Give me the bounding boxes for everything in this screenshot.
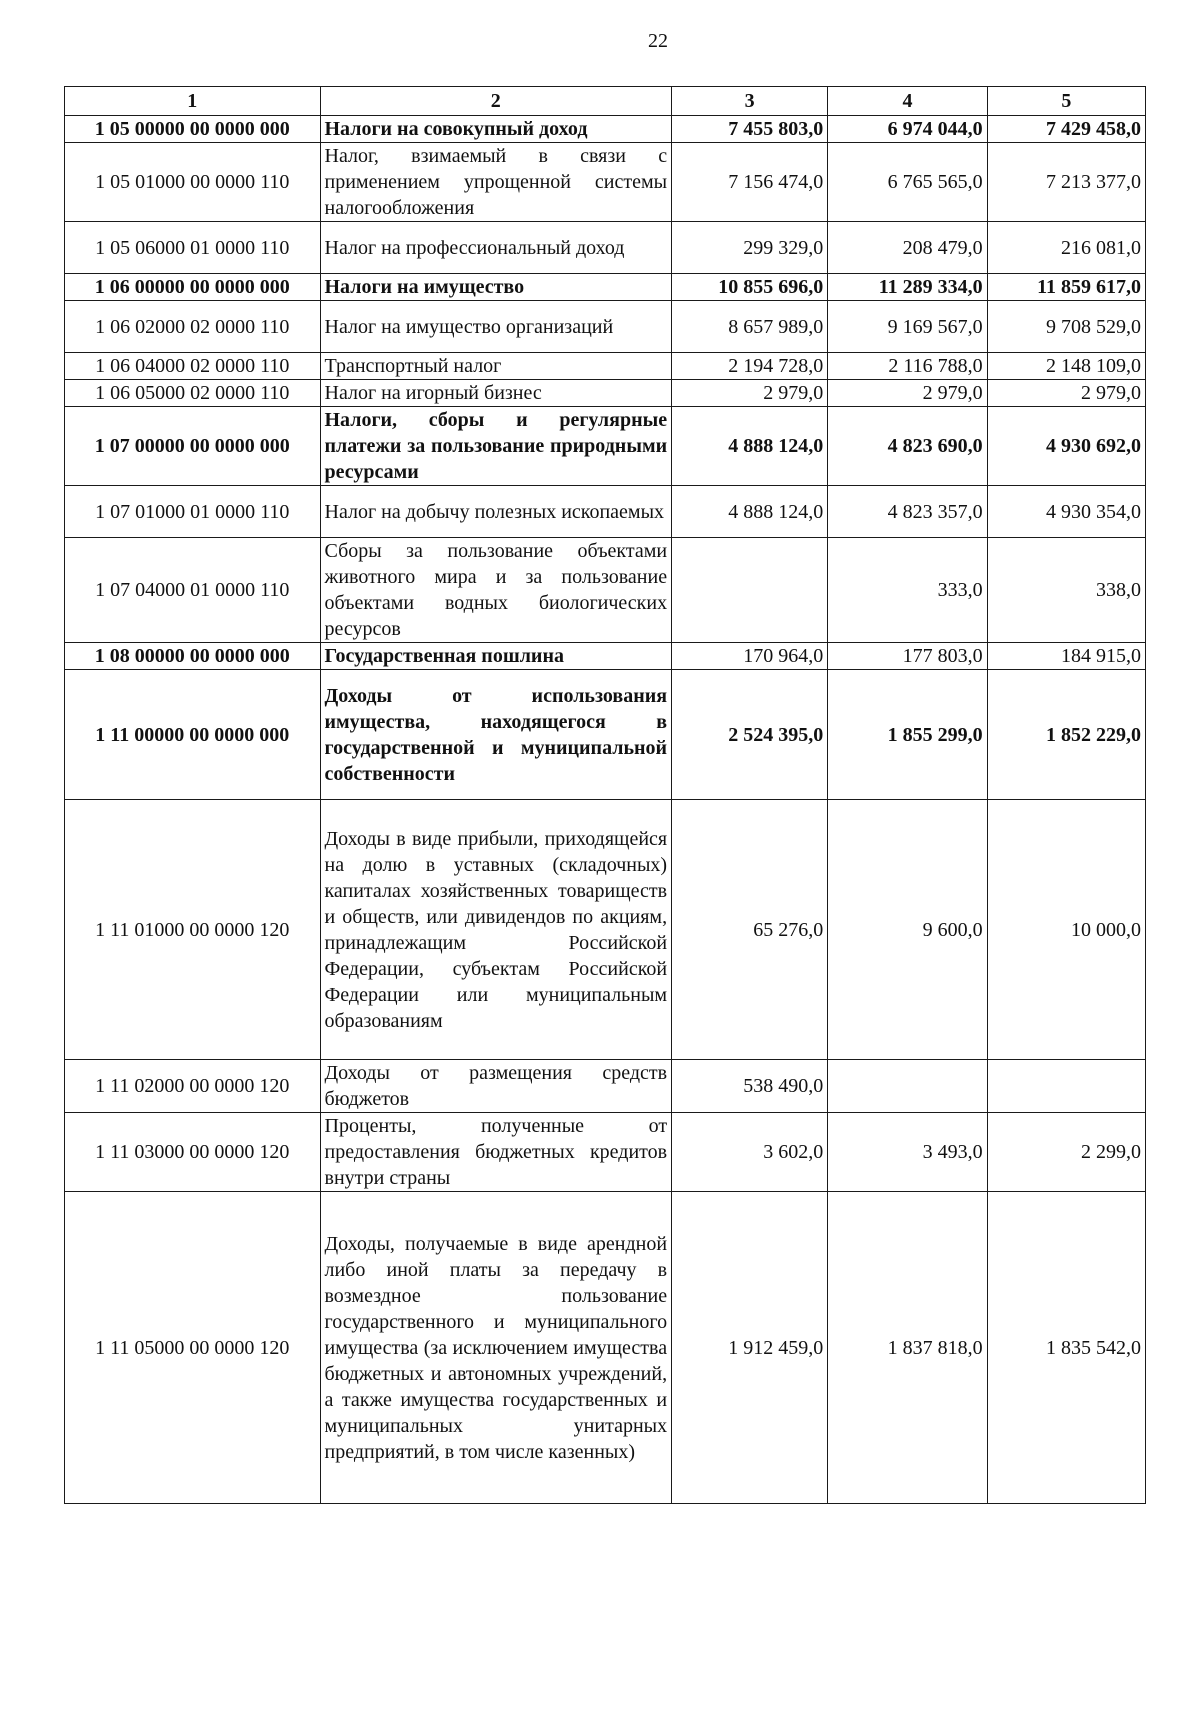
table-row [65,116,1146,143]
row-name-cell: Налоги, сборы и регулярные платежи за пользование природными ресурсами [320,407,672,486]
row-code-cell: 1 05 06000 01 0000 110 [65,222,321,274]
row-value-col4-cell: 6 974 044,0 [828,116,987,143]
row-code-cell: 1 11 02000 00 0000 120 [65,1060,321,1113]
row-value-col4-cell: 1 837 818,0 [828,1192,987,1504]
row-value-col3-cell: 538 490,0 [672,1060,828,1113]
row-value-col3-cell: 4 888 124,0 [672,486,828,538]
column-header: 1 [65,87,321,116]
table-row [65,1192,1146,1504]
row-value-col5-cell: 9 708 529,0 [987,301,1145,353]
row-value-col5-cell: 2 148 109,0 [987,353,1145,380]
row-code-cell: 1 06 02000 02 0000 110 [65,301,321,353]
row-code-cell: 1 11 03000 00 0000 120 [65,1113,321,1192]
row-value-col5-cell: 4 930 354,0 [987,486,1145,538]
row-name-cell: Проценты, полученные от предоставления бюджетных кредитов внутри страны [320,1113,672,1192]
row-value-col4-cell: 208 479,0 [828,222,987,274]
row-code-cell: 1 11 00000 00 0000 000 [65,670,321,800]
row-code-cell: 1 06 05000 02 0000 110 [65,380,321,407]
row-value-col5-cell: 2 979,0 [987,380,1145,407]
column-header: 4 [828,87,987,116]
row-name-cell: Сборы за пользование объектами животного мира и за пользование объектами водных биологических ресурсов [320,538,672,643]
row-name-cell: Налоги на совокупный доход [320,116,672,143]
row-value-col3-cell: 65 276,0 [672,800,828,1060]
row-code-cell: 1 07 04000 01 0000 110 [65,538,321,643]
row-code-cell: 1 05 00000 00 0000 000 [65,116,321,143]
row-value-col3-cell: 3 602,0 [672,1113,828,1192]
table-row [65,1113,1146,1192]
row-value-col5-cell: 7 429 458,0 [987,116,1145,143]
table-row [65,380,1146,407]
row-code-cell: 1 11 05000 00 0000 120 [65,1192,321,1504]
row-code-cell: 1 11 01000 00 0000 120 [65,800,321,1060]
row-value-col4-cell: 2 116 788,0 [828,353,987,380]
row-value-col4-cell: 11 289 334,0 [828,274,987,301]
row-code-cell: 1 07 01000 01 0000 110 [65,486,321,538]
table-row [65,143,1146,222]
row-value-col5-cell: 4 930 692,0 [987,407,1145,486]
row-name-cell: Доходы, получаемые в виде арендной либо иной платы за передачу в возмездное пользование государственного и муниципального имущества (за исключением имущества бюджетных и автономных учреждений, а также имущества государственных и муниципальных унитарных предприятий, в том числе казенных) [320,1192,672,1504]
row-name-cell: Доходы от размещения средств бюджетов [320,1060,672,1113]
row-value-col5-cell: 1 835 542,0 [987,1192,1145,1504]
row-value-col3-cell: 4 888 124,0 [672,407,828,486]
row-value-col3-cell: 2 524 395,0 [672,670,828,800]
row-value-col3-cell: 8 657 989,0 [672,301,828,353]
row-code-cell: 1 07 00000 00 0000 000 [65,407,321,486]
table-row [65,486,1146,538]
row-value-col5-cell: 216 081,0 [987,222,1145,274]
table-row [65,274,1146,301]
table-header-row [65,87,1146,116]
row-value-col3-cell: 1 912 459,0 [672,1192,828,1504]
row-value-col4-cell: 6 765 565,0 [828,143,987,222]
row-name-cell: Доходы от использования имущества, находящегося в государственной и муниципальной собственности [320,670,672,800]
row-value-col4-cell [828,1060,987,1113]
table-row [65,407,1146,486]
table-row [65,222,1146,274]
row-value-col3-cell: 299 329,0 [672,222,828,274]
row-name-cell: Государственная пошлина [320,643,672,670]
row-code-cell: 1 08 00000 00 0000 000 [65,643,321,670]
row-value-col4-cell: 4 823 357,0 [828,486,987,538]
table-row [65,800,1146,1060]
row-value-col3-cell: 2 194 728,0 [672,353,828,380]
row-value-col5-cell: 338,0 [987,538,1145,643]
row-value-col4-cell: 9 600,0 [828,800,987,1060]
row-name-cell: Доходы в виде прибыли, приходящейся на долю в уставных (складочных) капиталах хозяйственных товариществ и обществ, или дивидендов по акциям, принадлежащим Российской Федерации, субъектам Российской Федерации или муниципальным образованиям [320,800,672,1060]
row-value-col3-cell: 10 855 696,0 [672,274,828,301]
row-name-cell: Налог на профессиональный доход [320,222,672,274]
column-header: 5 [987,87,1145,116]
row-value-col5-cell: 7 213 377,0 [987,143,1145,222]
table-row [65,670,1146,800]
row-value-col5-cell: 1 852 229,0 [987,670,1145,800]
row-name-cell: Налог на игорный бизнес [320,380,672,407]
row-value-col4-cell: 4 823 690,0 [828,407,987,486]
row-value-col4-cell: 1 855 299,0 [828,670,987,800]
revenue-table [64,86,1146,1504]
column-header: 3 [672,87,828,116]
table-row [65,353,1146,380]
table-row [65,538,1146,643]
row-value-col3-cell: 7 156 474,0 [672,143,828,222]
row-value-col4-cell: 3 493,0 [828,1113,987,1192]
row-value-col3-cell [672,538,828,643]
table-row [65,301,1146,353]
page-number: 22 [648,30,668,52]
row-value-col5-cell: 2 299,0 [987,1113,1145,1192]
row-code-cell: 1 05 01000 00 0000 110 [65,143,321,222]
row-value-col4-cell: 333,0 [828,538,987,643]
row-value-col5-cell: 10 000,0 [987,800,1145,1060]
row-value-col3-cell: 7 455 803,0 [672,116,828,143]
row-name-cell: Налог на добычу полезных ископаемых [320,486,672,538]
row-name-cell: Налог на имущество организаций [320,301,672,353]
row-value-col4-cell: 177 803,0 [828,643,987,670]
row-name-cell: Транспортный налог [320,353,672,380]
row-value-col5-cell: 184 915,0 [987,643,1145,670]
row-value-col4-cell: 9 169 567,0 [828,301,987,353]
row-value-col4-cell: 2 979,0 [828,380,987,407]
row-value-col3-cell: 170 964,0 [672,643,828,670]
row-code-cell: 1 06 04000 02 0000 110 [65,353,321,380]
row-value-col3-cell: 2 979,0 [672,380,828,407]
row-name-cell: Налоги на имущество [320,274,672,301]
column-header: 2 [320,87,672,116]
table-row [65,1060,1146,1113]
table-row [65,643,1146,670]
row-value-col5-cell [987,1060,1145,1113]
row-name-cell: Налог, взимаемый в связи с применением упрощенной системы налогообложения [320,143,672,222]
row-value-col5-cell: 11 859 617,0 [987,274,1145,301]
row-code-cell: 1 06 00000 00 0000 000 [65,274,321,301]
